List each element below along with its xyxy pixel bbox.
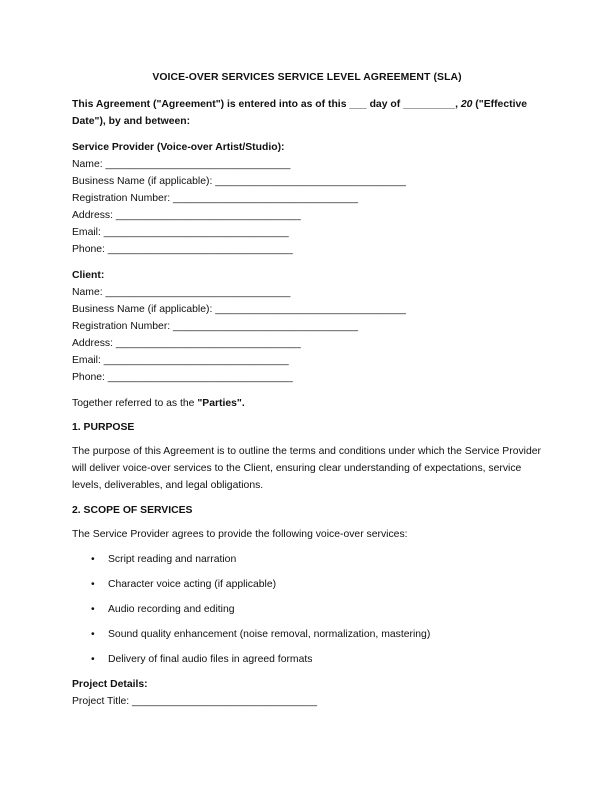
project-title-field[interactable]: Project Title: ________________________________ bbox=[72, 696, 317, 707]
service-provider-name-field[interactable]: Name: ________________________________ bbox=[72, 159, 291, 170]
client-business-name-field[interactable]: Business Name (if applicable): _________________________________ bbox=[72, 304, 406, 315]
list-item-text: Character voice acting (if applicable) bbox=[108, 579, 277, 590]
list-item-text: Audio recording and editing bbox=[108, 604, 235, 615]
list-item-text: Sound quality enhancement (noise removal, normalization, mastering) bbox=[108, 629, 431, 640]
list-item-text: Delivery of final audio files in agreed formats bbox=[108, 654, 313, 665]
document-page bbox=[72, 72, 542, 710]
scope-services-list bbox=[72, 551, 542, 668]
document-title: VOICE-OVER SERVICES SERVICE LEVEL AGREEMENT (SLA) bbox=[152, 72, 462, 83]
service-provider-registration-field[interactable]: Registration Number: ________________________________ bbox=[72, 193, 358, 204]
parties-term: "Parties". bbox=[197, 398, 245, 409]
parties-text: Together referred to as the bbox=[72, 398, 198, 409]
client-address-field[interactable]: Address: ________________________________ bbox=[72, 338, 301, 349]
client-phone-field[interactable]: Phone: ________________________________ bbox=[72, 372, 293, 383]
list-item bbox=[72, 551, 542, 568]
list-item-text: Script reading and narration bbox=[108, 554, 237, 565]
client-heading: Client: bbox=[72, 270, 105, 281]
parties-statement bbox=[72, 395, 542, 412]
client-email-field[interactable]: Email: ________________________________ bbox=[72, 355, 289, 366]
list-item bbox=[72, 576, 542, 593]
purpose-heading: 1. PURPOSE bbox=[72, 422, 135, 433]
intro-text-part1: This Agreement ("Agreement") is entered into as of this ___ day of _________, bbox=[72, 99, 461, 110]
bullet-icon: • bbox=[91, 554, 95, 565]
bullet-icon: • bbox=[91, 604, 95, 615]
client-name-field[interactable]: Name: ________________________________ bbox=[72, 287, 291, 298]
client-block bbox=[72, 267, 542, 386]
service-provider-business-name-field[interactable]: Business Name (if applicable): _________________________________ bbox=[72, 176, 406, 187]
list-item bbox=[72, 626, 542, 643]
agreement-intro bbox=[72, 96, 542, 130]
scope-intro: The Service Provider agrees to provide the following voice-over services: bbox=[72, 529, 408, 540]
service-provider-heading: Service Provider (Voice-over Artist/Studio): bbox=[72, 142, 285, 153]
service-provider-email-field[interactable]: Email: ________________________________ bbox=[72, 227, 289, 238]
client-registration-field[interactable]: Registration Number: ________________________________ bbox=[72, 321, 358, 332]
service-provider-block bbox=[72, 139, 542, 258]
list-item bbox=[72, 651, 542, 668]
project-details-heading: Project Details: bbox=[72, 679, 148, 690]
list-item bbox=[72, 601, 542, 618]
intro-year: 20 bbox=[460, 99, 473, 110]
bullet-icon: • bbox=[91, 579, 95, 590]
purpose-paragraph: The purpose of this Agreement is to outline the terms and conditions under which the Service Provider will deliver voice-over services to the Client, ensuring clear understanding of expectations, service levels, deliverables, and legal obligations. bbox=[72, 446, 541, 491]
scope-heading: 2. SCOPE OF SERVICES bbox=[72, 505, 193, 516]
bullet-icon: • bbox=[91, 629, 95, 640]
service-provider-address-field[interactable]: Address: ________________________________ bbox=[72, 210, 301, 221]
service-provider-phone-field[interactable]: Phone: ________________________________ bbox=[72, 244, 293, 255]
bullet-icon: • bbox=[91, 654, 95, 665]
intro-text-part2: ("Effective Date"), by and between: bbox=[72, 99, 528, 127]
